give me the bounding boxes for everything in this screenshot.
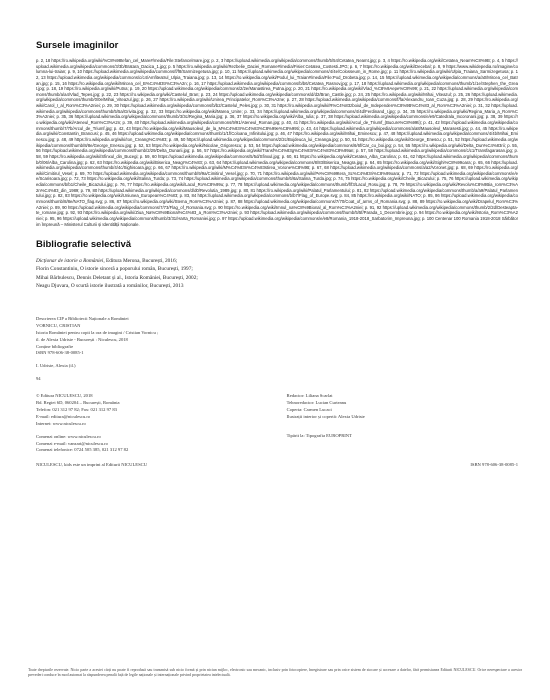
bibliography-title: Bibliografie selectivă <box>36 239 132 251</box>
imprint-footer-left: NICULESCU, kids este un imprint al Editurii NICULESCU <box>36 462 148 468</box>
bibliography-item <box>36 274 518 282</box>
bibliography-item-title: Dicționar de istorie a României, <box>36 258 105 265</box>
imprint-footer <box>36 462 518 467</box>
imprint-line: Telefon: 021 312 97 82; Fax: 021 312 97 83 <box>36 406 117 412</box>
cip-line: il. de Alexia Udriste - București : Niculescu, 2018 <box>36 336 128 342</box>
cip-line: I. Udriste, Alexia (il.) <box>36 363 76 369</box>
sources-title: Sursele imaginilor <box>36 40 119 51</box>
imprint-line: © Editura NICULESCU, 2018 <box>36 393 93 399</box>
imprint-line: Comenzi e-mail: vanzari@niculescu.ro <box>36 440 108 446</box>
imprint-line: Comenzi online: www.niculescu.ro <box>36 433 101 439</box>
imprint-line: Internet: www.niculescu.ro <box>36 420 86 426</box>
cip-line: Descrierea CIP a Bibliotecii Naționale a României <box>36 316 129 322</box>
page-content <box>36 40 518 467</box>
imprint-line: Comenzi telefonice: 0724 505 385, 021 312 97 82 <box>36 447 129 453</box>
imprint-line: Tehnoredactor: Lucian Curteanu <box>286 400 347 406</box>
imprint-line: Coperta: Carmen Lucaci <box>286 406 332 412</box>
bibliography-item <box>36 282 518 290</box>
bibliography-item-rest: Florin Constantiniu, O istorie sinceră a poporului român, București, 1997; <box>36 266 193 273</box>
imprint-line: Tipărit la: Tipografia EUROPRINT <box>286 432 352 438</box>
cip-line: Conține bibliografie <box>36 343 74 349</box>
isbn-line: ISBN 978-606-38-0085-1 <box>470 462 518 468</box>
imprint-line: Ilustrații interior și copertă: Alexia Udriste <box>286 413 365 419</box>
imprint-right-column <box>287 393 518 454</box>
imprint-block <box>36 393 518 454</box>
imprint-line: E-mail: editura@niculescu.ro <box>36 413 91 419</box>
bibliography-item-rest: Mihai Bărbulescu, Dennis Deletant și al., Istoria României, București, 2002; <box>36 274 198 281</box>
cip-line: Istoria României pentru copii la ora de imagini / Cristian Vornicu ; <box>36 329 159 335</box>
copyright-notice: Toate drepturile rezervate. Nicio parte a acestei cărți nu poate fi reprodusă sau transmisă sub nicio formă și prin niciun mijloc, electronic sau mecanic, inclusiv prin fotocopiere, înregistrare sau prin orice sistem de stocare și accesare a datelor, fără permisiunea Editurii NICULESCU. Orice nerespectare a acestor prevederi conduce în mod automat la răspunderea penală față de legile naționale și internaționale privind proprietatea intelectuală. <box>28 668 522 678</box>
bibliography-item <box>36 265 518 273</box>
bibliography-list <box>36 257 518 290</box>
bibliography-item-rest: Editura Merona, București, 2016; <box>104 258 178 265</box>
imprint-line: Bd. Regiei 6D, 060204 – București, România <box>36 400 120 406</box>
bibliography-item-rest: Neagu Djuvara, O scurtă istorie ilustrată a românilor, București, 2013 <box>36 282 184 289</box>
bibliography-item <box>36 257 518 265</box>
imprint-line: Redactor: Liliana Scarlat <box>286 393 333 399</box>
cip-line: ISBN 978-606-38-0085-1 <box>36 350 84 356</box>
sources-text: p. 2, 18 https://ro.wikipedia.org/wiki/%C8%98tefan_cel_Mare#/media/File:Stefancelmare.jpg; p. 2, 3 https://upload.wikimedia.org/wikipedia/commons/thumb/5/54/Cetatea_Neamt.jpg; p. 3, 4 https://ro.wikipedia.org/wiki/Cetatea_Neam%C8%9B; p. 4, 5 https://upload.wikimedia.org/wikipedia/commons/3/3b/Bratara_Dacica_1.jpg; p. 5 https://ro.wikipedia.org/wiki/Rezbelie_Daciei_Romane#/media/Fisier:Cetatea_Costesti.JPG; p. 6, 7 https://ro.wikipedia.org/wiki/Decebal; p. 8, 9 https://www.wikidepedia.ro/imagine/columna-lui-traian; p. 9, 10 https://upload.wikimedia.org/wikipedia/commons/f/f8/Sarmizegetusa.jpg; p. 10, 11 https://upload.wikimedia.org/wikipedia/commons/4/4e/Colosseum_in_Rome.jpg; p. 11 https://ro.wikipedia.org/wiki/Ulpia_Traiana_Sarmizegetusa; p. 12, 13 https://upload.wikimedia.org/wikipedia/commons/c/c4/Amfiteatrul_Ulpia_Traiana.jpg; p. 13, 14 https://ro.wikipedia.org/wiki/Podul_lui_Traian#/media/File:Pod_Drobeta.jpg; p. 14, 15 https://upload.wikimedia.org/wikipedia/commons/a/a0/Mircea_cel_Batran.jpg; p. 15, 16 https://ro.wikipedia.org/wiki/Mircea_cel_B%C4%83tr%C3%A2n; p. 16, 17 https://upload.wikimedia.org/wikipedia/commons/b/b6/Cetatea_Rasnov.jpg; p. 17, 18 https://upload.wikimedia.org/wikipedia/commons/thumb/1/1e/Stephen_the_Great.jpg; p. 18, 19 https://ro.wikipedia.org/wiki/Putna; p. 19, 20 https://upload.wikimedia.org/wikipedia/commons/2/2e/Manastirea_Putna.jpg; p. 20, 21 https://ro.wikipedia.org/wiki/Vlad_%C8%9Aepe%C8%99; p. 21, 22 https://upload.wikimedia.org/wikipedia/commons/thumb/a/a4/Vlad_Tepes.jpg; p. 22, 23 https://ro.wikipedia.org/wiki/Castelul_Bran; p. 23, 24 https://upload.wikimedia.org/wikipedia/commons/d/d2/Bran_Castle.jpg; p. 24, 25 https://ro.wikipedia.org/wiki/Mihai_Viteazul; p. 25, 26 https://upload.wikimedia.org/wikipedia/commons/thumb/0/0e/Mihai_Viteazul.jpg; p. 26, 27 https://ro.wikipedia.org/wiki/Unirea_Principatelor_Rom%C3%A2ne; p. 27, 28 https://upload.wikimedia.org/wikipedia/commons/f/fa/Alexandru_Ioan_Cuza.jpg; p. 28, 29 https://ro.wikipedia.org/wiki/Carol_I_al_Rom%C3%A2niei; p. 29, 30 https://upload.wikimedia.org/wikipedia/commons/b/b2/Castelul_Peles.jpg; p. 30, 31 https://ro.wikipedia.org/wiki/R%C4%83zboiul_de_Independen%C8%9B%C4%83_al_Rom%C3%A2niei; p. 31, 32 https://upload.wikimedia.org/wikipedia/commons/thumb/5/5a/Grivita.jpg; p. 32, 33 https://ro.wikipedia.org/wiki/Marea_Unire; p. 33, 34 https://upload.wikimedia.org/wikipedia/commons/4/4d/Ferdinand_I.jpg; p. 34, 35 https://ro.wikipedia.org/wiki/Regina_Maria_a_Rom%C3%A2niei; p. 35, 36 https://upload.wikimedia.org/wikipedia/commons/thumb/3/3c/Regina_Maria.jpg; p. 36, 37 https://ro.wikipedia.org/wiki/Alba_Iulia; p. 37, 38 https://upload.wikimedia.org/wikipedia/commons/e/e9/Catedrala_Incoronarii.jpg; p. 38, 39 https://ro.wikipedia.org/wiki/Ateneul_Rom%C3%A2n; p. 39, 40 https://upload.wikimedia.org/wikipedia/commons/9/91/Ateneul_Roman.jpg; p. 40, 41 https://ro.wikipedia.org/wiki/Arcul_de_Triumf_(Bucure%C8%99ti); p. 41, 42 https://upload.wikimedia.org/wikipedia/commons/thumb/7/7b/Arcul_de_Triumf.jpg; p. 42, 43 https://ro.wikipedia.org/wiki/Mausoleul_de_la_M%C4%83r%C4%83%C8%99e%C8%99ti; p. 43, 44 https://upload.wikimedia.org/wikipedia/commons/a/a8/Mausoleul_Marasesti.jpg; p. 44, 45 https://ro.wikipedia.org/wiki/Constantin_Brancusi; p. 45, 46 https://upload.wikimedia.org/wikipedia/commons/thumb/1/1f/Coloana_Infinitului.jpg; p. 46, 47 https://ro.wikipedia.org/wiki/Mihai_Eminescu; p. 47, 48 https://upload.wikimedia.org/wikipedia/commons/4/4b/Mihai_Eminescu.jpg; p. 48, 49 https://ro.wikipedia.org/wiki/Ion_Creang%C4%83; p. 49, 50 https://upload.wikimedia.org/wikipedia/commons/2/2c/Bojdeuca_lui_Creanga.jpg; p. 50, 51 https://ro.wikipedia.org/wiki/George_Enescu; p. 51, 52 https://upload.wikimedia.org/wikipedia/commons/thumb/8/8e/George_Enescu.jpg; p. 52, 53 https://ro.wikipedia.org/wiki/Nicolae_Grigorescu; p. 53, 54 https://upload.wikimedia.org/wikipedia/commons/6/6f/Car_cu_boi.jpg; p. 54, 55 https://ro.wikipedia.org/wiki/Delta_Dun%C4%83rii; p. 55, 56 https://upload.wikimedia.org/wikipedia/commons/thumb/2/29/Delta_Dunarii.jpg; p. 56, 57 https://ro.wikipedia.org/wiki/Transf%C4%83g%C4%83r%C4%83%C8%99an; p. 57, 58 https://upload.wikimedia.org/wikipedia/commons/c/c1/Transfagarasan.jpg; p. 58, 59 https://ro.wikipedia.org/wiki/Sfinxul_din_Bucegi; p. 59, 60 https://upload.wikimedia.org/wikipedia/commons/5/5d/Sfinxul.jpg; p. 60, 61 https://ro.wikipedia.org/wiki/Cetatea_Alba_Carolina; p. 61, 62 https://upload.wikimedia.org/wikipedia/commons/thumb/0/06/Alba_Carolina.jpg; p. 62, 63 https://ro.wikipedia.org/wiki/Biserica_Neagr%C4%83; p. 63, 64 https://upload.wikimedia.org/wikipedia/commons/8/83/Biserica_Neagra.jpg; p. 64, 65 https://ro.wikipedia.org/wiki/Sighi%C8%99oara; p. 65, 66 https://upload.wikimedia.org/wikipedia/commons/thumb/4/4c/Sighisoara.jpg; p. 66, 67 https://ro.wikipedia.org/wiki/M%C4%83n%C4%83stirea_Vorone%C8%9B; p. 67, 68 https://upload.wikimedia.org/wikipedia/commons/a/a2/Voronet.jpg; p. 68, 69 https://ro.wikipedia.org/wiki/Cimitirul_Vesel; p. 69, 70 https://upload.wikimedia.org/wikipedia/commons/thumb/9/9a/Cimitirul_Vesel.jpg; p. 70, 71 https://ro.wikipedia.org/wiki/Pe%C8%99tera_Sc%C4%83ri%C8%99oara; p. 71, 72 https://upload.wikimedia.org/wikipedia/commons/e/ee/Scarisoara.jpg; p. 72, 73 https://ro.wikipedia.org/wiki/Salina_Turda; p. 73, 74 https://upload.wikimedia.org/wikipedia/commons/thumb/6/6a/Salina_Turda.jpg; p. 74, 75 https://ro.wikipedia.org/wiki/Cheile_Bicazului; p. 75, 76 https://upload.wikimedia.org/wikipedia/commons/b/b1/Cheile_Bicazului.jpg; p. 76, 77 https://ro.wikipedia.org/wiki/Lacul_Ro%C8%99u; p. 77, 78 https://upload.wikimedia.org/wikipedia/commons/thumb/f/f3/Lacul_Rosu.jpg; p. 78, 79 https://ro.wikipedia.org/wiki/Revolu%C8%9Bia_rom%C3%A2n%C4%83_din_1989; p. 79, 80 https://upload.wikimedia.org/wikipedia/commons/d/d0/Revolutia_1989.jpg; p. 80, 81 https://ro.wikipedia.org/wiki/Palatul_Parlamentului; p. 81, 82 https://upload.wikimedia.org/wikipedia/commons/thumb/a/a9/Palatul_Parlamentului.jpg; p. 82, 83 https://ro.wikipedia.org/wiki/Uniunea_European%C4%83; p. 83, 84 https://upload.wikimedia.org/wikipedia/commons/b/b7/Flag_of_Europe.svg; p. 84, 85 https://ro.wikipedia.org/wiki/NATO; p. 85, 86 https://upload.wikimedia.org/wikipedia/commons/thumb/8/8e/NATO_flag.svg; p. 86, 87 https://ro.wikipedia.org/wiki/Stema_Rom%C3%A2niei; p. 87, 88 https://upload.wikimedia.org/wikipedia/commons/7/70/Coat_of_arms_of_Romania.svg; p. 88, 89 https://ro.wikipedia.org/wiki/Drapelul_Rom%C3%A2niei; p. 89, 90 https://upload.wikimedia.org/wikipedia/commons/7/73/Flag_of_Romania.svg; p. 90 https://ro.wikipedia.org/wiki/Imnul_na%C8%9Bional_al_Rom%C3%A2niei; p. 91, 92 https://upload.wikimedia.org/wikipedia/commons/thumb/2/2d/Desteapta-te_romane.jpg; p. 92, 93 https://ro.wikipedia.org/wiki/Ziua_Na%C8%9Bional%C4%83_a_Rom%C3%A2niei; p. 93 https://upload.wikimedia.org/wikipedia/commons/thumb/5/5f/Parada_1_Decembrie.jpg; p. 94 https://ro.wikipedia.org/wiki/Istoria_Rom%C3%A2niei; p. 95, 96 https://upload.wikimedia.org/wikipedia/commons/thumb/3/31/Harta_Romaniei.jpg; p. 97 https://upload.wikimedia.org/wikipedia/commons/e/e8/Romania_1918-2018_Sarbatorim_Impreuna.jpg; p. 100 Centenar 100 Romania 1918-2018 Sărbătorim Împreună – Ministerul Culturii și Identității Naționale. <box>36 58 518 227</box>
imprint-left-column <box>36 393 267 454</box>
cip-line: VORNICU, CRISTIAN <box>36 322 81 328</box>
cip-line: 94 <box>36 376 41 382</box>
cip-block <box>36 316 518 383</box>
